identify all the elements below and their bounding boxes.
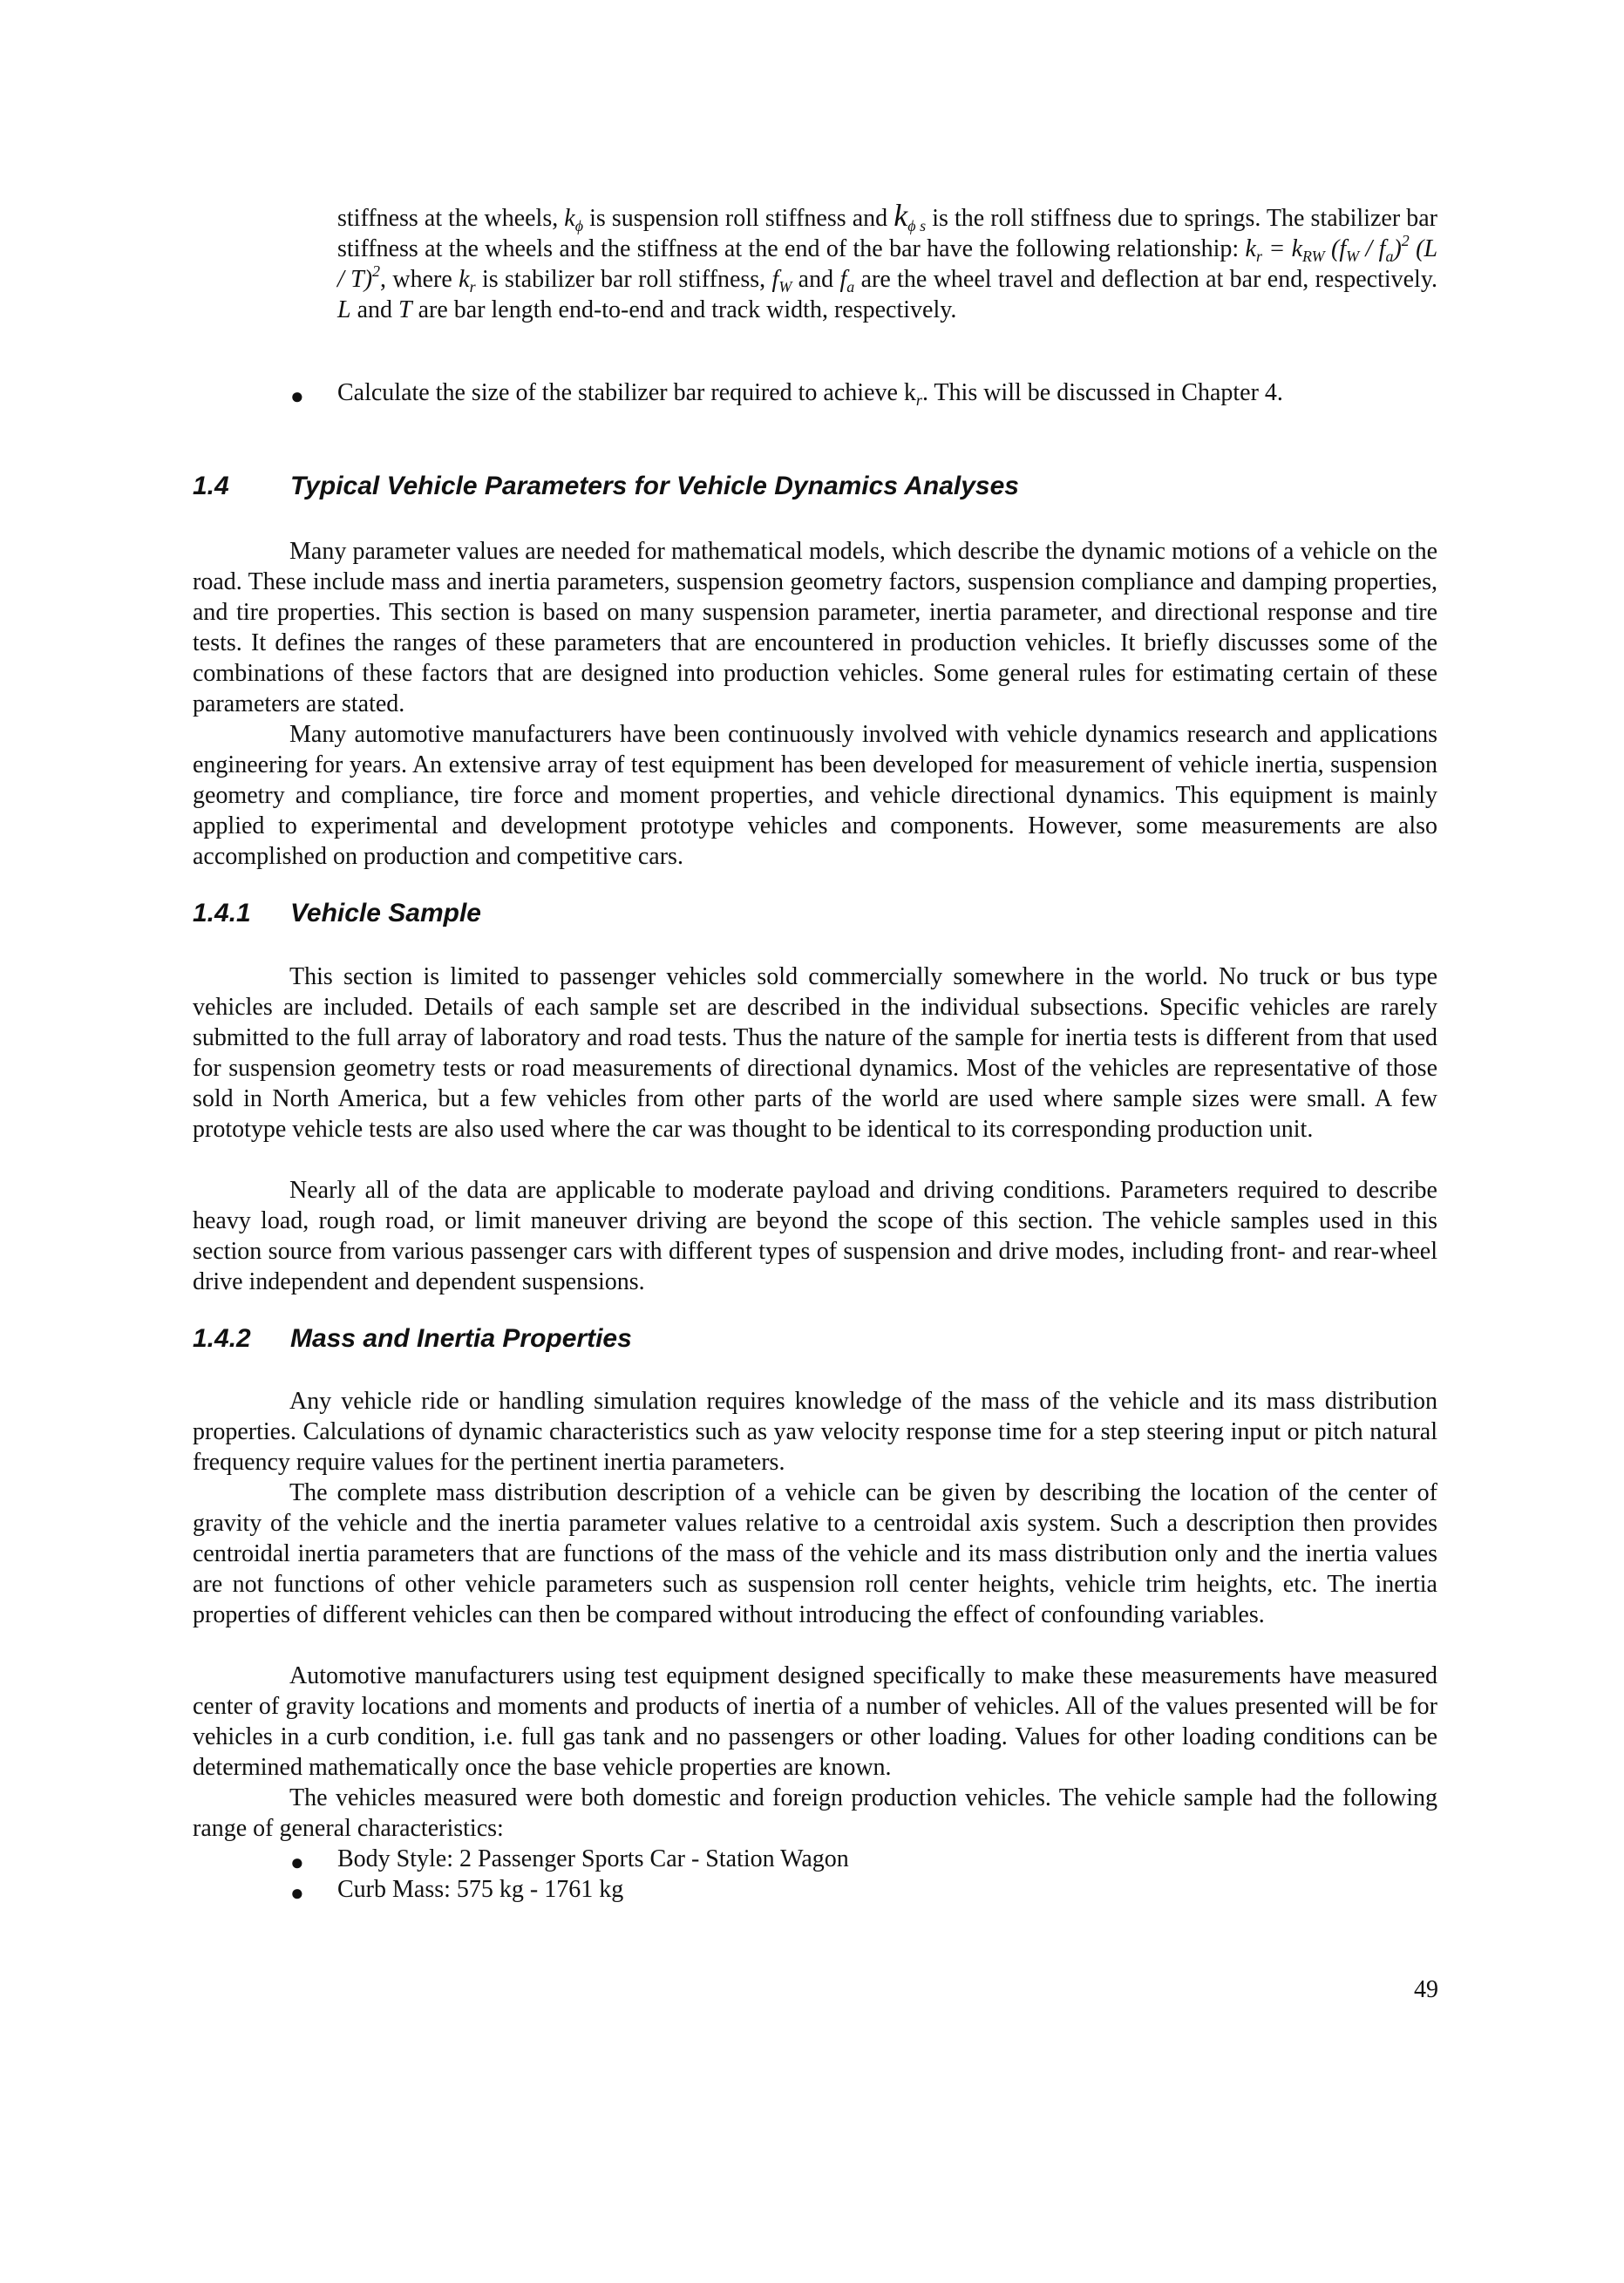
text-span: is stabilizer bar roll stiffness, — [481, 266, 766, 293]
paragraph: Many parameter values are needed for mathematical models, which describe the dynamic motions of a vehicle on the road. These include mass and inertia parameters, suspension geometry factors, suspension compliance and damping properties, and tire properties. This section is based on many suspension parameter, inertia parameter, and directional response and tire tests. It defines the ranges of these parameters that are encountered in production vehicles. It briefly discusses some of the combinations of these factors that are designed into production vehicles. Some general rules for estimating certain of these parameters are stated. — [193, 538, 1437, 717]
bullet-item-top — [337, 377, 1437, 408]
text-span: are the wheel travel and deflection at bar end, respectively. — [860, 266, 1438, 293]
symbol-f-w: $f_W$ — [771, 266, 792, 296]
symbol-f-a: $f_a$ — [839, 266, 855, 296]
text-span: and — [798, 266, 834, 293]
paragraph: The vehicles measured were both domestic and foreign production vehicles. The vehicle sample had the following range of general characteristics: — [193, 1784, 1437, 1842]
page-number: 49 — [1414, 1976, 1438, 2003]
section-title: Mass and Inertia Properties — [290, 1324, 632, 1353]
paragraph: Nearly all of the data are applicable to moderate payload and driving conditions. Parameters required to describe heavy load, rough road, or limit maneuver driving are beyond the scope of this section. The vehicle samples used in this section source from various passenger cars with different types of suspension and drive modes, including front- and rear-wheel drive independent and dependent suspensions. — [193, 1177, 1437, 1295]
symbol-r-sub: r — [915, 391, 922, 409]
text-span: is the roll stiffness due to springs. The stabilizer bar stiffness at the wheels and the stiffness at the end of the bar have the following relationship: — [337, 205, 1437, 262]
paragraph: The complete mass distribution description of a vehicle can be given by describing the location of the center of gravity of the vehicle and the inertia parameter values relative to a centroidal axis system. Such a description then provides centroidal inertia parameters that are functions of the mass of the vehicle and its mass distribution only and the inertia values are not functions of other vehicle parameters such as suspension roll center heights, vehicle trim heights, etc. The inertia properties of different vehicles can then be compared without introducing the effect of confounding variables. — [193, 1479, 1437, 1628]
bullet-dot: ● — [290, 384, 304, 409]
symbol-k-phi-s: $k_{\phi s}$ — [894, 198, 927, 234]
section-number: 1.4.1 — [193, 899, 251, 927]
bullet-item: Body Style: 2 Passenger Sports Car - Station Wagon — [337, 1845, 849, 1872]
symbol-T: T — [398, 296, 412, 323]
text-span: is suspension roll stiffness and — [589, 205, 888, 232]
section-title: Vehicle Sample — [290, 899, 481, 927]
bullet-item: Curb Mass: 575 kg - 1761 kg — [337, 1876, 624, 1903]
paragraph: Automotive manufacturers using test equipment designed specifically to make these measurements have measured center of gravity locations and moments and products of inertia of a number of vehicles. All of the values presented will be for vehicles in a curb condition, i.e. full gas tank and no passengers or other loading. Values for other loading conditions can be determined mathematically once the base vehicle properties are known. — [193, 1662, 1437, 1781]
symbol-k-phi: $k_\phi$ — [564, 205, 584, 234]
symbol-L: L — [337, 296, 351, 323]
section-title: Typical Vehicle Parameters for Vehicle Dynamics Analyses — [290, 472, 1019, 500]
text-span: and — [357, 296, 393, 323]
paragraph: Many automotive manufacturers have been continuously involved with vehicle dynamics research and applications engineering for years. An extensive array of test equipment has been developed for measurement of vehicle inertia, suspension geometry and compliance, tire force and moment properties, and vehicle directional dynamics. This equipment is mainly applied to experimental and development prototype vehicles and components. However, some measurements are also accomplished on production and competitive cars. — [193, 721, 1437, 870]
text-span: stiffness at the wheels, — [337, 205, 559, 232]
bullet-dot: ● — [290, 1880, 304, 1906]
bullet-dot: ● — [290, 1850, 304, 1875]
text-span: are bar length end-to-end and track width, respectively. — [418, 296, 957, 323]
paragraph: This section is limited to passenger vehicles sold commercially somewhere in the world. No truck or bus type vehicles are included. Details of each sample set are described in the individual subsections. Specific vehicles are rarely submitted to the full array of laboratory and road tests. Thus the nature of the sample for inertia tests is different from that used for suspension geometry tests or road measurements of directional dynamics. Most of the vehicles are representative of those sold in North America, but a few vehicles from other parts of the world are used where sample sizes were small. A few prototype vehicle tests are also used where the car was thought to be identical to its corresponding production unit. — [193, 963, 1437, 1143]
section-number: 1.4.2 — [193, 1324, 251, 1353]
formula-stabilizer: $k_r = k_{RW}$ $(f_W / f_a)^2$ (L / T)$^2$ — [337, 232, 1438, 293]
text-span: , where — [380, 266, 452, 293]
continuation-paragraph — [337, 200, 1437, 325]
text-span: Calculate the size of the stabilizer bar required to achieve k — [337, 379, 916, 406]
symbol-k-r: $k_r$ — [459, 266, 476, 296]
section-number: 1.4 — [193, 472, 229, 500]
text-span: . This will be discussed in Chapter 4. — [921, 379, 1283, 406]
paragraph: Any vehicle ride or handling simulation requires knowledge of the mass of the vehicle and its mass distribution properties. Calculations of dynamic characteristics such as yaw velocity response time for a step steering input or pitch natural frequency require values for the pertinent inertia parameters. — [193, 1388, 1437, 1476]
